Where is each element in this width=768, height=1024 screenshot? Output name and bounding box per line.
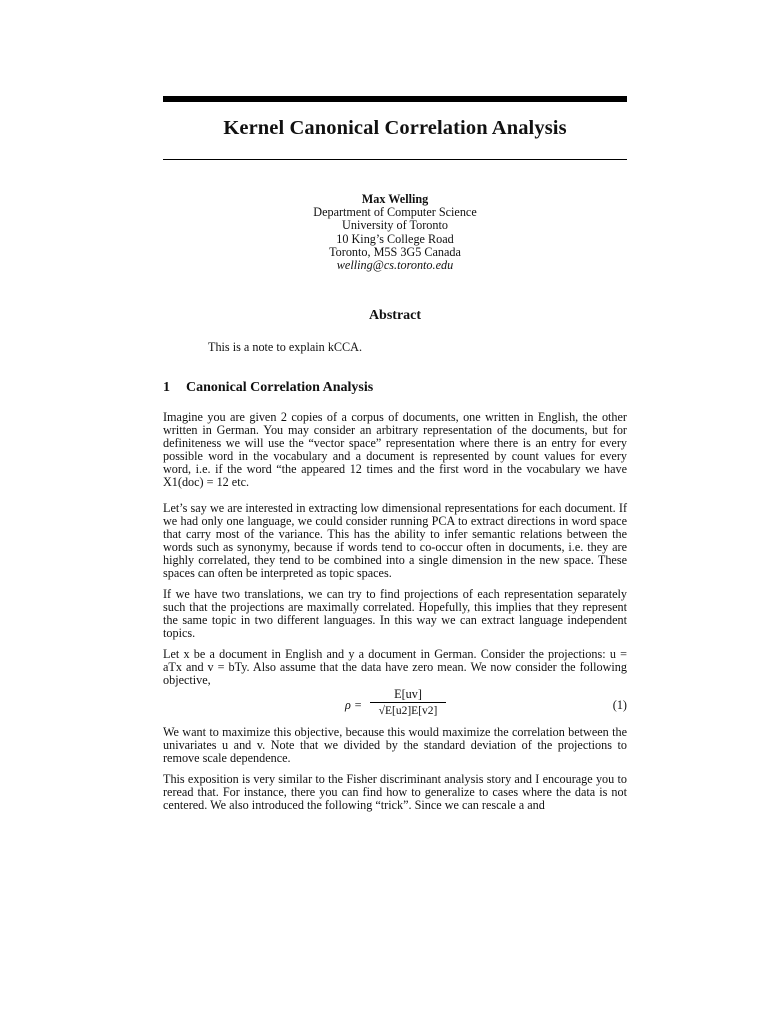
paragraph-1-tail: X1(doc) = 12 etc. (163, 475, 250, 490)
paragraph-4-b: u = aTx and v = bTy. Also assume that the data have zero mean. We now consider the following objective, (163, 647, 628, 688)
affiliation-line: Toronto, M5S 3G5 Canada (329, 244, 461, 259)
equation-1 (163, 687, 627, 721)
title-top-rule (163, 96, 627, 102)
paragraph-1-text: Imagine you are given 2 copies of a corpus of documents, one written in English, the other written in German. You may consider an arbitrary representation of the documents, but for definiteness we will use the “vector space” representation where there is an entry for every possible word in the vocabulary and a document is represented by count values for every word, i.e. if the word “the appeared 12 times and the first word in the vocabulary we have (163, 410, 627, 477)
affiliation-line: Department of Computer Science (313, 205, 477, 220)
abstract-text: This is a note to explain kCCA. (208, 340, 363, 354)
equation-label: (1) (612, 698, 627, 712)
paragraph-3: If we have two translations, we can try to find projections of each representation separately such that the projections are maximally correlated. Hopefully, this implies that they represent the same topic in two different languages. In this way we can extract language independent topics. (163, 587, 627, 641)
section-number: 1 (163, 380, 170, 395)
title-bottom-rule (163, 159, 627, 160)
paragraph-2: Let’s say we are interested in extracting low dimensional representations for each document. If we had only one language, we could consider running PCA to extract directions in word space that carry most of the variance. This has the ability to infer semantic relations between the words such as synonymy, because if words tend to co-occur often in documents, i.e. they are highly correlated, they tend to be combined into a single dimension in the new space. These spaces can often be interpreted as topic spaces. (163, 501, 627, 581)
paragraph-4-a: Let x be a document in English and y a document in German. Consider the projections: (163, 647, 606, 661)
equation-denominator: √E[u2]E[v2] (378, 705, 438, 717)
author-email: welling@cs.toronto.edu (336, 258, 454, 273)
affiliation-line: University of Toronto (342, 218, 448, 233)
affiliation-line: 10 King’s College Road (336, 231, 454, 246)
paper-title: Kernel Canonical Correlation Analysis (223, 117, 567, 139)
paragraph-4 (163, 648, 627, 687)
equation-numerator: E[uv] (394, 687, 422, 701)
paragraph-1 (163, 411, 627, 490)
equation-fraction (370, 687, 446, 717)
section-heading (163, 380, 627, 396)
abstract-heading: Abstract (368, 308, 422, 323)
fraction-bar (370, 702, 446, 703)
author-block (163, 193, 627, 272)
paragraph-5: We want to maximize this objective, because this would maximize the correlation between the univariates u and v. Note that we divided by the standard deviation of the projections to remove scale dependence. (163, 725, 627, 766)
paragraph-6: This exposition is very similar to the Fisher discriminant analysis story and I encourage you to reread that. For instance, there you can find how to generalize to cases where the data is not centered. We also introduced the following “trick”. Since we can rescale a and (163, 772, 627, 813)
author-name: Max Welling (361, 192, 429, 206)
equation-lhs: ρ = (345, 698, 363, 712)
section-title: Canonical Correlation Analysis (186, 380, 374, 395)
